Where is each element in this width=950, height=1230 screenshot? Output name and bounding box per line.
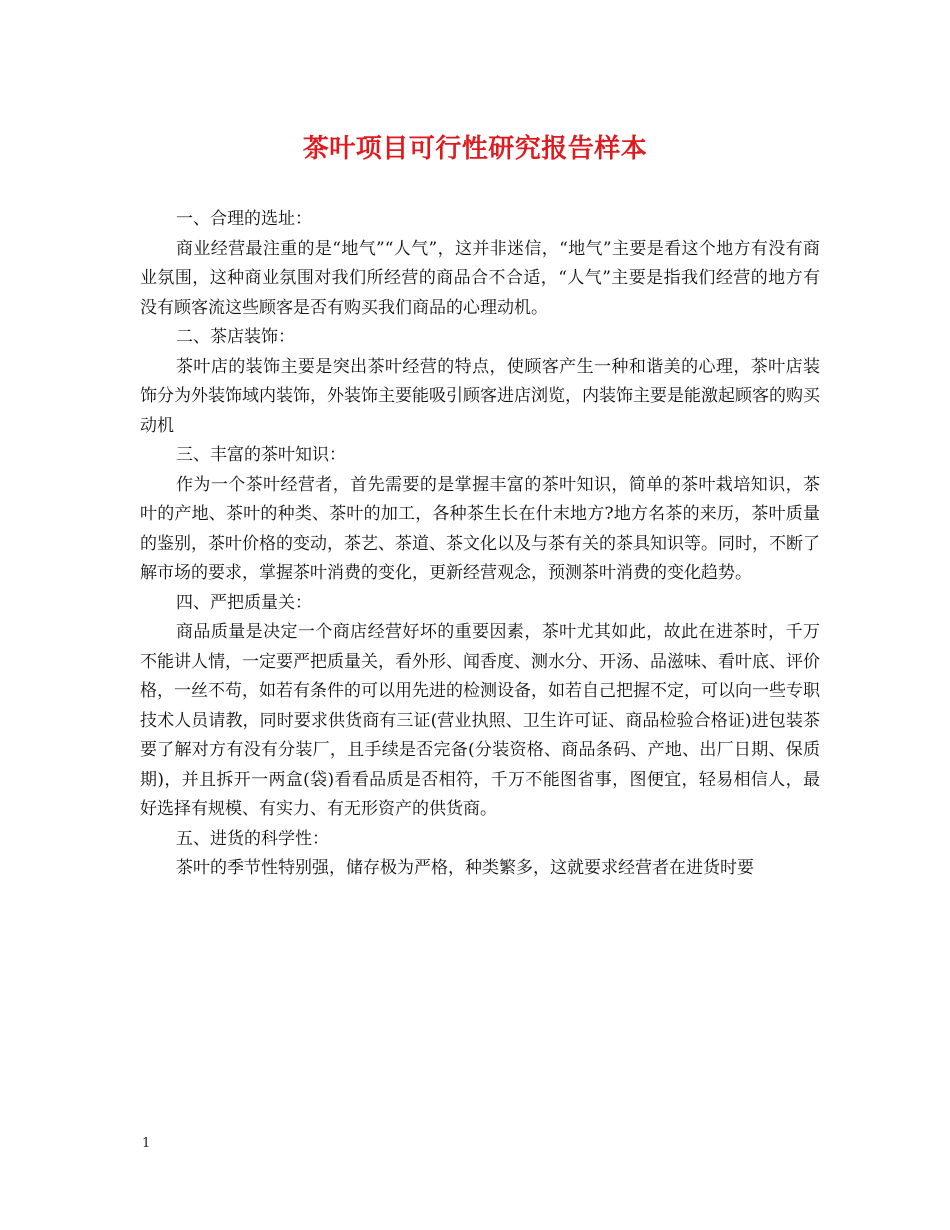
paragraph-5: 茶叶的季节性特别强，储存极为严格，种类繁多，这就要求经营者在进货时要: [176, 858, 754, 878]
paragraph-4: 商品质量是决定一个商店经营好坏的重要因素，茶叶尤其如此，故此在进茶时，千万不能讲人情，一定要严把质量关，看外形、闻香度、测水分、开汤、品滋味、看叶底、评价格，一丝不苟，如若有条件的可以用先进的检测设备，如若自己把握不定，可以向一些专职技术人员请教，同时要求供货商有三证(营业执照、卫生许可证、商品检验合格证)进包装茶要了解对方有没有分装厂，且手续是否完备(分装资格、商品条码、产地、出厂日期、保质期)，并且拆开一两盒(袋)看看品质是否相符，千万不能图省事，图便宜，轻易相信人，最好选择有规模、有实力、有无形资产的供货商。: [140, 622, 820, 819]
section-heading-3: 三、丰富的茶叶知识：: [176, 445, 346, 465]
page-number: 1: [142, 1136, 151, 1151]
document-body: [140, 205, 820, 884]
paragraph-1: 商业经营最注重的是“地气”“人气”，这并非迷信，“地气”主要是看这个地方有没有商业氛围，这种商业氛围对我们所经营的商品合不合适，“人气”主要是指我们经营的地方有没有顾客流这些顾客是否有购买我们商品的心理动机。: [140, 238, 820, 318]
section-heading-5: 五、进货的科学性：: [176, 828, 329, 849]
document-title: 茶叶项目可行性研究报告样本: [302, 134, 648, 164]
paragraph-2: 茶叶店的装饰主要是突出茶叶经营的特点，使顾客产生一种和谐美的心理，茶叶店装饰分为外装饰域内装饰，外装饰主要能吸引顾客进店浏览，内装饰主要是能激起顾客的购买动机: [140, 356, 820, 436]
section-heading-2: 二、茶店装饰：: [176, 327, 295, 347]
section-heading-1: 一、合理的选址：: [176, 209, 312, 229]
section-heading-4: 四、严把质量关：: [176, 592, 312, 613]
paragraph-3: 作为一个茶叶经营者，首先需要的是掌握丰富的茶叶知识，简单的茶叶栽培知识，茶叶的产地、茶叶的种类、茶叶的加工，各种茶生长在什末地方?地方名茶的来历，茶叶质量的鉴别，茶叶价格的变动，茶艺、茶道、茶文化以及与茶有关的茶具知识等。同时，不断了解市场的要求，掌握茶叶消费的变化，更新经营观念，预测茶叶消费的变化趋势。: [140, 474, 820, 583]
